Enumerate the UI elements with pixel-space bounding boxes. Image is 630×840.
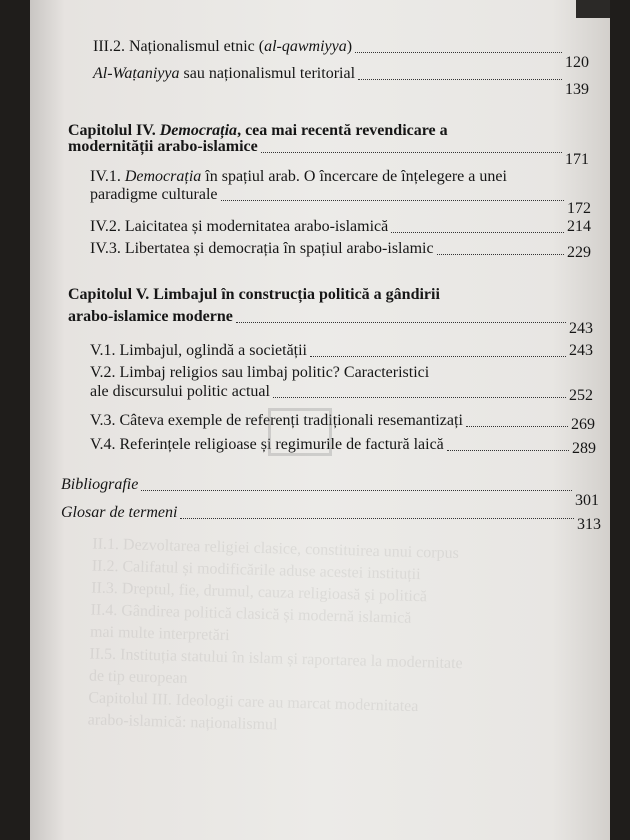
toc-entry-iii3[interactable]: Al-Waṭaniyya sau naționalismul teritorial 139: [93, 65, 589, 98]
page-number: 289: [572, 440, 596, 457]
page-number: 139: [565, 81, 589, 98]
dot-leader: [391, 232, 564, 233]
toc-entry-v1[interactable]: V.1. Limbajul, oglindă a societății 243: [90, 342, 593, 359]
watermark-logo: [268, 408, 332, 456]
toc-entry-v2[interactable]: ale discursului politic actual 252: [90, 383, 593, 404]
page-number: 243: [569, 342, 593, 359]
toc-entry-iv3[interactable]: IV.3. Libertatea și democrația în spațiul arabo-islamic 229: [90, 240, 591, 261]
chapter-v-entry[interactable]: arabo-islamice moderne 243: [68, 308, 593, 337]
chapter-iv-entry[interactable]: modernității arabo-islamice 171: [68, 138, 589, 168]
dot-leader: [273, 397, 566, 398]
page-number: 243: [569, 320, 593, 337]
page-number: 172: [567, 200, 591, 217]
toc-entry-iv1[interactable]: paradigme culturale 172: [90, 186, 591, 217]
dot-leader: [180, 518, 574, 519]
dot-leader: [261, 152, 562, 153]
toc-entry-v3[interactable]: V.3. Câteva exemple de referenți tradiționali resemantizați 269: [90, 412, 595, 433]
dot-leader: [236, 322, 566, 323]
page-number: 120: [565, 54, 589, 71]
toc-entry-v4[interactable]: V.4. Referințele religioase și regimurile de factură laică 289: [90, 436, 596, 457]
dot-leader: [221, 200, 565, 201]
toc-entry-iii2[interactable]: III.2. Naționalismul etnic (al-qawmiyya) 120: [93, 38, 589, 71]
page-number: 313: [577, 516, 601, 533]
dot-leader: [437, 254, 564, 255]
toc-entry-iv1-line1[interactable]: IV.1. Democrația în spațiul arab. O încercare de înțelegere a unei: [90, 168, 507, 185]
page-number: 171: [565, 151, 589, 168]
chapter-iv-title[interactable]: Capitolul IV. Democrația, cea mai recentă revendicare a: [68, 122, 448, 139]
toc-entry-glossary[interactable]: Glosar de termeni 313: [61, 504, 601, 533]
dot-leader: [447, 450, 569, 451]
book-page: [30, 0, 610, 840]
page-number: 269: [571, 416, 595, 433]
bleed-through-text: II.1. Dezvoltarea religiei clasice, constituirea unui corpus II.2. Califatul și modificările aduse acestei instituții II.3. Dreptul, fie, drumul, cauza religioasă și politică II.4. Gândirea politică clasică și modernă islamică mai multe interpretări II.5. Instituția statului în islam și raportarea la modernitate de tip european Capitolul III. Ideologii care au marcat modernitatea arabo-islamică: naționalismul: [87, 535, 463, 734]
chapter-v-title[interactable]: Capitolul V. Limbajul în construcția politică a gândirii: [68, 286, 440, 303]
background-corner: [576, 0, 610, 18]
dot-leader: [141, 490, 572, 491]
toc-entry-v2-line1[interactable]: V.2. Limbaj religios sau limbaj politic? Caracteristici: [90, 364, 430, 381]
page-number: 229: [567, 244, 591, 261]
dot-leader: [310, 356, 566, 357]
dot-leader: [466, 426, 568, 427]
toc-entry-bibliography[interactable]: Bibliografie 301: [61, 476, 599, 509]
dot-leader: [358, 79, 562, 80]
page-number: 252: [569, 387, 593, 404]
dot-leader: [355, 52, 562, 53]
page-number: 301: [575, 492, 599, 509]
toc-entry-iv2[interactable]: IV.2. Laicitatea și modernitatea arabo-islamică 214: [90, 218, 591, 235]
page-number: 214: [567, 218, 591, 235]
